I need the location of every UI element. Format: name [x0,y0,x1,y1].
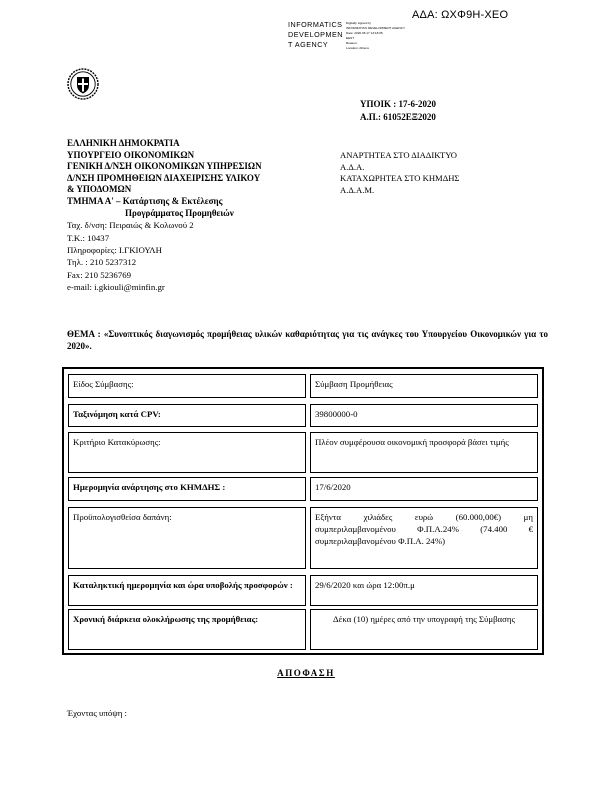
greek-state-emblem-icon [67,68,99,100]
posting-line: Α.Δ.Α.Μ. [340,184,375,195]
email: e-mail: i.gkiouli@minfin.gr [67,282,165,293]
posting-line: ΚΑΤΑΧΩΡΗΤΕΑ ΣΤΟ ΚΗΜΔΗΣ [340,173,460,184]
info-contact: Πληροφορίες: Ι.ΓΚΙΟΥΛΗ [67,244,163,255]
stamp-detail: Digitally signed by [346,21,371,25]
department: ΤΜΗΜΑ Α' – Κατάρτισης & Εκτέλεσης [67,195,223,206]
ada-code: ΑΔΑ: ΩΧΦ9Η-ΧΕΟ [412,9,509,21]
digital-signature-stamp [288,21,418,57]
posting-line: Α.Δ.Α. [340,161,365,172]
considering-intro: Έχοντας υπόψη : [67,708,127,718]
table-row [68,507,538,569]
sender-header [67,138,262,294]
phone: Τηλ. : 210 5237312 [67,257,137,268]
table-value: Δέκα (10) ημέρες από την υπογραφή της Σύμβασης [310,609,538,650]
table-row [68,575,538,606]
table-row [68,404,538,427]
posting-line: ΑΝΑΡΤΗΤΕΑ ΣΤΟ ΔΙΑΔΙΚΤΥΟ [340,150,457,160]
table-value: 39800000-0 [310,404,538,427]
table-label: Προϋπολογισθείσα δαπάνη: [68,507,306,569]
table-value: Πλέον συμφέρουσα οικονομική προσφορά βάσει τιμής [310,432,538,473]
table-row [68,609,538,650]
table-label: Είδος Σύμβασης: [68,374,306,398]
table-value: 17/6/2020 [310,477,538,501]
table-row [68,477,538,501]
postcode: Τ.Κ.: 10437 [67,232,110,243]
table-value: 29/6/2020 και ώρα 12:00π.μ [310,575,538,606]
stamp-detail: Reason: [346,41,358,45]
decision-heading: ΑΠΟΦΑΣΗ [277,668,335,678]
table-label: Ταξινόμηση κατά CPV: [68,404,306,427]
subject-line: ΘΕΜΑ : «Συνοπτικός διαγωνισμός προμήθειας υλικών καθαριότητας για τις ανάγκες του Υπουργείου Οικονομικών για το 2020». [67,329,548,352]
stamp-detail: Date: 2020.06.17 13:18:05 [346,31,383,35]
stamp-detail: Location: Athens [346,46,369,50]
general-directorate: ΓΕΝΙΚΗ Δ/ΝΣΗ ΟΙΚΟΝΟΜΙΚΩΝ ΥΠΗΡΕΣΙΩΝ [67,161,262,172]
table-value: Εξήντα χιλιάδες ευρώ (60.000,00€) μη συμπεριλαμβανομένου Φ.Π.Α.24% (74.400 € συμπεριλαμβανομένου Φ.Π.Α. 24%) [310,507,538,569]
ministry-name: ΥΠΟΥΡΓΕΙΟ ΟΙΚΟΝΟΜΙΚΩΝ [67,149,195,160]
stamp-word: DEVELOPMEN [288,30,343,39]
stamp-detail: EEST [346,36,355,40]
table-row [68,432,538,473]
table-label: Ημερομηνία ανάρτησης στο ΚΗΜΔΗΣ : [68,477,306,501]
posting-header [340,150,459,196]
table-value: Σύμβαση Προμήθειας [310,374,538,398]
directorate-line-2: & ΥΠΟΔΟΜΩΝ [67,184,132,195]
republic-name: ΕΛΛΗΝΙΚΗ ΔΗΜΟΚΡΑΤΙΑ [67,138,180,148]
table-label: Χρονική διάρκεια ολοκλήρωσης της προμήθειας: [68,609,306,650]
tender-summary-table [62,367,544,655]
department-programme: Προγράμματος Προμηθειών [125,207,234,218]
address: Ταχ. δ/νση: Πειραιώς & Κολωνού 2 [67,220,194,231]
reference-block [360,98,436,123]
ypoik-date: ΥΠΟΙΚ : 17-6-2020 [360,99,436,109]
table-label: Κριτήριο Κατακύρωσης: [68,432,306,473]
stamp-word: T AGENCY [288,40,329,49]
table-label: Καταληκτική ημερομηνία και ώρα υποβολής προσφορών : [68,575,306,606]
table-row [68,374,538,398]
protocol-number: Α.Π.: 61052ΕΞ2020 [360,111,436,122]
fax: Fax: 210 5236769 [67,269,132,280]
directorate-line-1: Δ/ΝΣΗ ΠΡΟΜΗΘΕΙΩΝ ΔΙΑΧΕΙΡΙΣΗΣ ΥΛΙΚΟΥ [67,172,261,183]
stamp-detail: INFORMATICS DEVELOPMENT AGENCY [346,26,406,30]
stamp-word: INFORMATICS [288,20,343,29]
